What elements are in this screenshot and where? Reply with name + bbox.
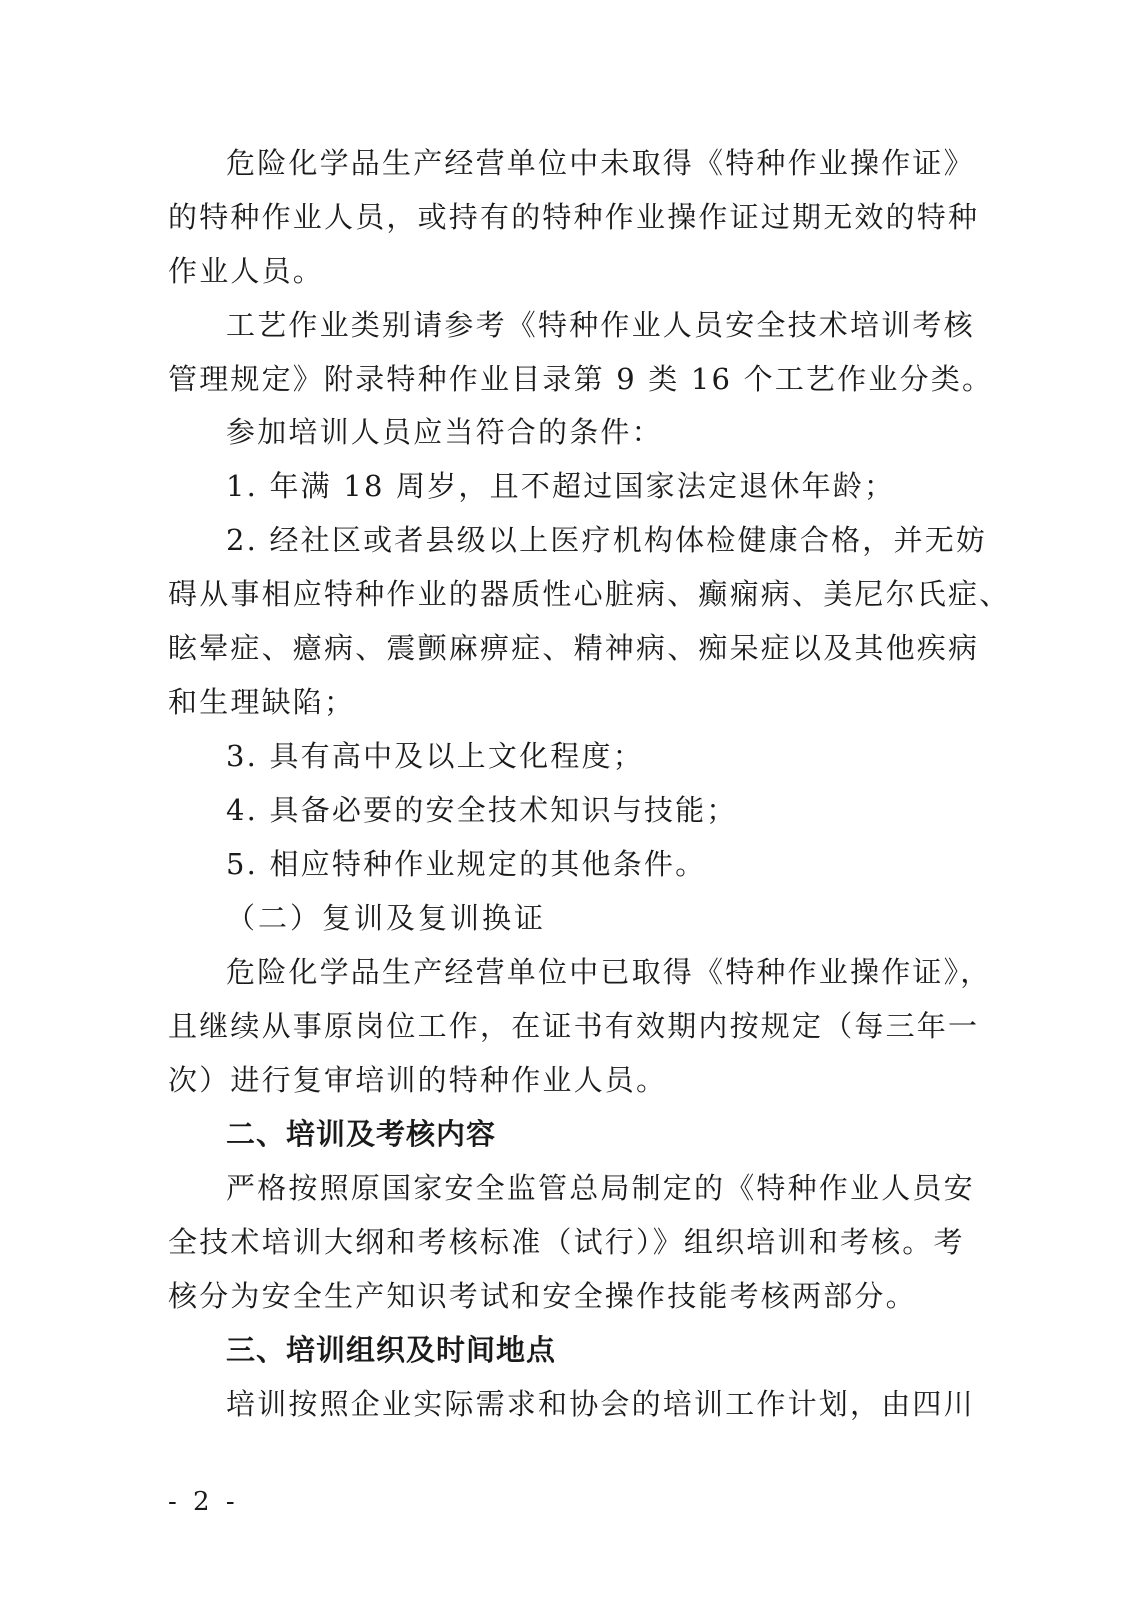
condition-item: 3. 具有高中及以上文化程度； — [226, 739, 644, 773]
condition-item: 1. 年满 18 周岁，且不超过国家法定退休年龄； — [226, 469, 896, 503]
subsection-heading: （二）复训及复训换证 — [226, 901, 547, 935]
paragraph-line: 和生理缺陷； — [168, 685, 356, 719]
paragraph-line: 管理规定》附录特种作业目录第 9 类 16 个工艺作业分类。 — [168, 362, 994, 396]
paragraph-line: 作业人员。 — [168, 254, 325, 288]
paragraph-line: 全技术培训大纲和考核标准（试行）》组织培训和考核。考 — [168, 1225, 965, 1259]
paragraph-line: 核分为安全生产知识考试和安全操作技能考核两部分。 — [168, 1279, 917, 1313]
paragraph-line: 严格按照原国家安全监管总局制定的《特种作业人员安 — [226, 1171, 975, 1205]
paragraph-line: 工艺作业类别请参考《特种作业人员安全技术培训考核 — [226, 308, 975, 342]
paragraph-line: 危险化学品生产经营单位中已取得《特种作业操作证》， — [226, 955, 992, 989]
paragraph-line: 次）进行复审培训的特种作业人员。 — [168, 1063, 668, 1097]
paragraph-line: 且继续从事原岗位工作，在证书有效期内按规定（每三年一 — [168, 1009, 980, 1043]
paragraph-line: 的特种作业人员，或持有的特种作业操作证过期无效的特种 — [168, 200, 980, 234]
condition-item: 5. 相应特种作业规定的其他条件。 — [226, 847, 707, 881]
section-heading: 三、培训组织及时间地点 — [226, 1333, 557, 1367]
condition-item: 2. 经社区或者县级以上医疗机构体检健康合格，并无妨 — [226, 523, 988, 557]
condition-item: 4. 具备必要的安全技术知识与技能； — [226, 793, 738, 827]
paragraph-line: 培训按照企业实际需求和协会的培训工作计划，由四川 — [226, 1387, 975, 1421]
paragraph-line: 碍从事相应特种作业的器质性心脏病、癫痫病、美尼尔氏症、 — [168, 577, 1011, 611]
paragraph-line: 参加培训人员应当符合的条件： — [226, 415, 663, 449]
paragraph-line: 危险化学品生产经营单位中未取得《特种作业操作证》 — [226, 146, 975, 180]
section-heading: 二、培训及考核内容 — [226, 1117, 497, 1151]
paragraph-line: 眩晕症、癔病、震颤麻痹症、精神病、痴呆症以及其他疾病 — [168, 631, 980, 665]
page-number: - 2 - — [168, 1487, 239, 1517]
